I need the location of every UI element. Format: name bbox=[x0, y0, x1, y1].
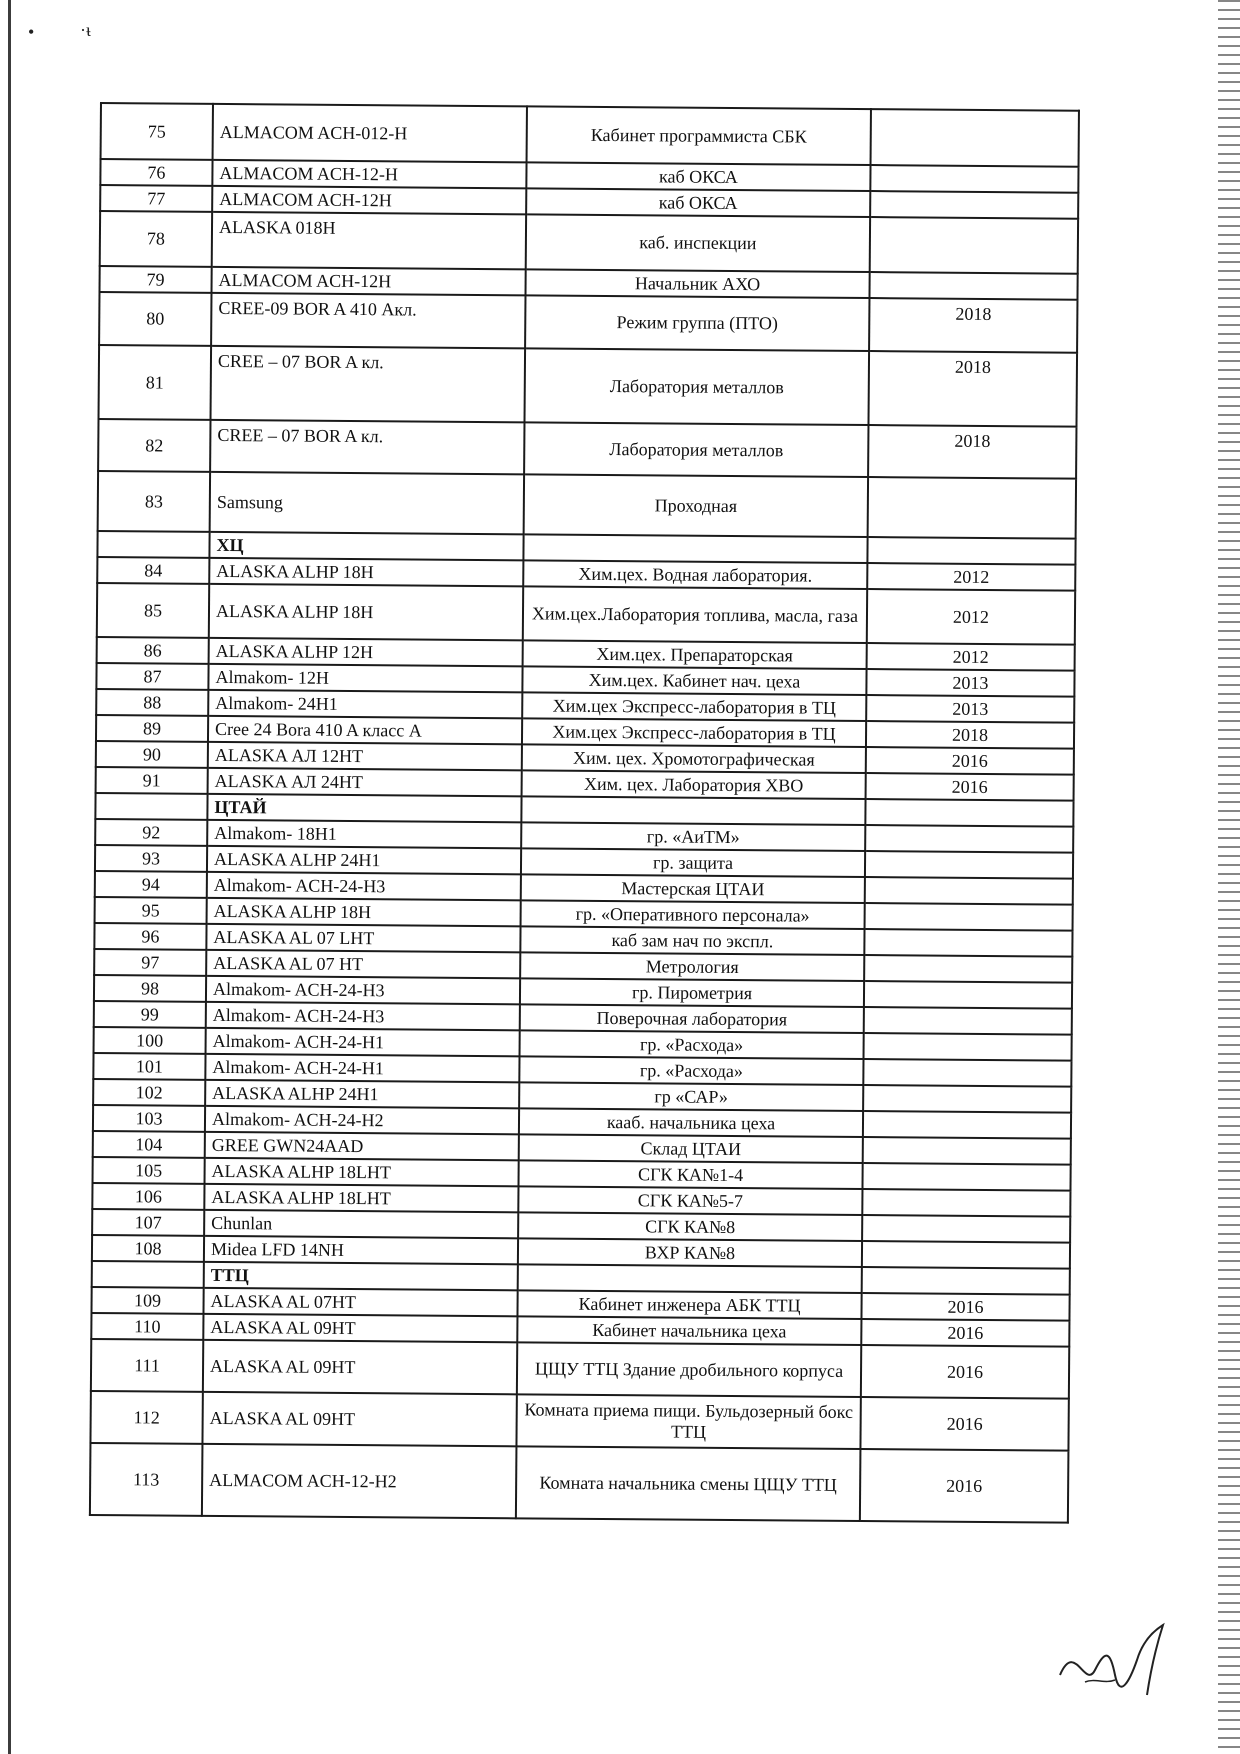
row-number-cell: 83 bbox=[98, 471, 210, 532]
location-cell: ВХР КА№8 bbox=[518, 1238, 862, 1267]
model-cell: CREE – 07 BOR A кл. bbox=[210, 420, 524, 474]
row-number-cell: 87 bbox=[96, 663, 208, 690]
row-number-cell: 112 bbox=[90, 1391, 202, 1444]
model-cell: GREE GWN24AAD bbox=[205, 1132, 519, 1160]
year-cell bbox=[865, 877, 1073, 905]
model-cell: CREE – 07 BOR A кл. bbox=[211, 346, 526, 422]
table-row bbox=[97, 583, 1075, 645]
location-cell: Комната начальника смены ЦЩУ ТТЦ bbox=[516, 1446, 861, 1521]
year-cell: 2018 bbox=[868, 425, 1076, 479]
location-cell: гр. «Расхода» bbox=[519, 1056, 863, 1085]
model-cell: Almakom- ACH-24-H1 bbox=[206, 1028, 520, 1056]
location-cell: ЦЩУ ТТЦ Здание дробильного корпуса bbox=[517, 1342, 861, 1397]
model-cell: ALASKA AL 09HT bbox=[203, 1314, 517, 1342]
year-cell bbox=[864, 929, 1072, 957]
year-cell: 2016 bbox=[861, 1319, 1069, 1347]
year-cell: 2013 bbox=[866, 695, 1074, 723]
year-cell: 2016 bbox=[866, 773, 1074, 801]
model-cell: Cree 24 Bora 410 A класс A bbox=[208, 716, 522, 744]
row-number-cell bbox=[97, 531, 209, 558]
year-cell: 2016 bbox=[861, 1293, 1069, 1321]
row-number-cell: 107 bbox=[92, 1209, 204, 1236]
model-cell: ALASKA ALHP 18H bbox=[209, 558, 523, 586]
row-number-cell: 98 bbox=[94, 975, 206, 1002]
row-number-cell: 80 bbox=[99, 292, 211, 346]
location-cell: каб зам нач по экспл. bbox=[520, 926, 864, 955]
row-number-cell: 95 bbox=[95, 897, 207, 924]
table-row bbox=[101, 103, 1079, 167]
row-number-cell: 91 bbox=[96, 767, 208, 794]
table-row bbox=[90, 1443, 1069, 1523]
year-cell: 2018 bbox=[866, 721, 1074, 749]
model-cell: ALASKA AL 09HT bbox=[202, 1392, 516, 1446]
row-number-cell: 96 bbox=[94, 923, 206, 950]
equipment-table-body bbox=[90, 103, 1079, 1523]
model-cell: ALASKA АЛ 24HT bbox=[208, 768, 522, 796]
model-cell: ALASKA AL 07 LHT bbox=[206, 924, 520, 952]
year-cell bbox=[862, 1267, 1070, 1295]
model-cell: ALMACOM ACH-12-H2 bbox=[202, 1444, 517, 1518]
model-cell: Almakom- ACH-24-H3 bbox=[207, 872, 521, 900]
row-number-cell: 85 bbox=[97, 583, 209, 638]
year-cell: 2016 bbox=[860, 1449, 1069, 1523]
model-cell: Midea LFD 14NH bbox=[204, 1236, 518, 1264]
location-cell: кааб. начальника цеха bbox=[519, 1108, 863, 1137]
location-cell: Начальник АХО bbox=[525, 269, 869, 298]
location-cell: гр «САР» bbox=[519, 1082, 863, 1111]
model-cell: ALASKA 018H bbox=[212, 212, 526, 269]
location-cell: каб ОКСА bbox=[526, 162, 870, 191]
location-cell: Лаборатория металлов bbox=[524, 348, 869, 425]
location-cell: Комната приема пищи. Бульдозерный бокс ТТЦ bbox=[516, 1394, 860, 1449]
location-cell: Кабинет программиста СБК bbox=[527, 106, 871, 165]
row-number-cell: 99 bbox=[94, 1001, 206, 1028]
year-cell: 2016 bbox=[866, 747, 1074, 775]
year-cell bbox=[864, 981, 1072, 1009]
model-cell: ALASKA ALHP 12H bbox=[209, 638, 523, 666]
row-number-cell: 108 bbox=[92, 1235, 204, 1262]
model-cell: ТТЦ bbox=[204, 1262, 518, 1290]
location-cell: каб ОКСА bbox=[526, 188, 870, 217]
table-row bbox=[90, 1391, 1068, 1451]
scan-edge-left bbox=[8, 0, 11, 1754]
scan-edge-right bbox=[1218, 0, 1240, 1754]
model-cell: Almakom- 24H1 bbox=[208, 690, 522, 718]
year-cell bbox=[871, 109, 1079, 167]
model-cell: Almakom- ACH-24-H3 bbox=[206, 1002, 520, 1030]
year-cell bbox=[862, 1189, 1070, 1217]
year-cell: 2012 bbox=[867, 643, 1075, 671]
row-number-cell bbox=[92, 1261, 204, 1288]
location-cell: Метрология bbox=[520, 952, 864, 981]
year-cell bbox=[869, 272, 1077, 300]
table-row bbox=[100, 211, 1078, 274]
model-cell: Almakom- 18H1 bbox=[207, 820, 521, 848]
year-cell: 2016 bbox=[860, 1397, 1068, 1451]
row-number-cell: 109 bbox=[91, 1287, 203, 1314]
model-cell: ХЦ bbox=[209, 532, 523, 560]
row-number-cell: 90 bbox=[96, 741, 208, 768]
year-cell: 2016 bbox=[861, 1345, 1069, 1399]
location-cell: Хим. цех. Хромотографическая bbox=[522, 744, 866, 773]
table-row bbox=[99, 345, 1078, 427]
row-number-cell: 78 bbox=[100, 211, 212, 267]
model-cell: Almakom- ACH-24-H1 bbox=[205, 1054, 519, 1082]
row-number-cell: 103 bbox=[93, 1105, 205, 1132]
row-number-cell: 106 bbox=[92, 1183, 204, 1210]
model-cell: ALASKA AL 07 HT bbox=[206, 950, 520, 978]
location-cell: гр. «Оперативного персонала» bbox=[521, 900, 865, 929]
row-number-cell: 88 bbox=[96, 689, 208, 716]
location-cell bbox=[518, 1264, 862, 1293]
location-cell: Хим.цех.Лаборатория топлива, масла, газа bbox=[523, 586, 867, 643]
location-cell: Поверочная лаборатория bbox=[520, 1004, 864, 1033]
row-number-cell: 86 bbox=[97, 637, 209, 664]
model-cell: Samsung bbox=[210, 472, 524, 534]
year-cell bbox=[870, 165, 1078, 193]
location-cell: Кабинет начальника цеха bbox=[517, 1316, 861, 1345]
year-cell bbox=[864, 1007, 1072, 1035]
year-cell bbox=[865, 799, 1073, 827]
year-cell bbox=[864, 955, 1072, 983]
model-cell: ALASKA ALHP 24H1 bbox=[205, 1080, 519, 1108]
model-cell: ALASKA ALHP 18H bbox=[209, 584, 523, 640]
row-number-cell: 101 bbox=[93, 1053, 205, 1080]
model-cell: ALASKA AL 09HT bbox=[203, 1340, 517, 1394]
year-cell bbox=[863, 1085, 1071, 1113]
row-number-cell: 89 bbox=[96, 715, 208, 742]
row-number-cell: 111 bbox=[91, 1339, 203, 1392]
year-cell bbox=[870, 217, 1078, 274]
year-cell bbox=[867, 537, 1075, 565]
model-cell: ALMACOM ACH-12H bbox=[212, 267, 526, 295]
location-cell: Режим группа (ПТО) bbox=[525, 295, 869, 351]
model-cell: ALASKA ALHP 18LHT bbox=[205, 1158, 519, 1186]
year-cell: 2012 bbox=[867, 589, 1075, 645]
model-cell: ALASKA ALHP 18LHT bbox=[204, 1184, 518, 1212]
row-number-cell: 93 bbox=[95, 845, 207, 872]
year-cell bbox=[863, 1137, 1071, 1165]
model-cell: Almakom- 12H bbox=[208, 664, 522, 692]
year-cell bbox=[864, 1033, 1072, 1061]
year-cell bbox=[862, 1163, 1070, 1191]
row-number-cell: 104 bbox=[93, 1131, 205, 1158]
location-cell: гр. «Расхода» bbox=[520, 1030, 864, 1059]
table-row bbox=[98, 471, 1076, 539]
model-cell: Almakom- ACH-24-H3 bbox=[206, 976, 520, 1004]
year-cell bbox=[863, 1059, 1071, 1087]
year-cell: 2012 bbox=[867, 563, 1075, 591]
model-cell: ALASKA AL 07HT bbox=[203, 1288, 517, 1316]
row-number-cell: 81 bbox=[99, 345, 212, 420]
location-cell: Проходная bbox=[524, 474, 868, 537]
row-number-cell: 100 bbox=[94, 1027, 206, 1054]
model-cell: ALASKA ALHP 24H1 bbox=[207, 846, 521, 874]
row-number-cell: 76 bbox=[100, 159, 212, 186]
year-cell: 2018 bbox=[868, 351, 1077, 427]
year-cell bbox=[868, 477, 1076, 539]
row-number-cell: 82 bbox=[98, 419, 210, 472]
model-cell: ALMACOM ACH-012-H bbox=[213, 104, 527, 162]
year-cell bbox=[865, 825, 1073, 853]
year-cell bbox=[863, 1111, 1071, 1139]
location-cell bbox=[523, 534, 867, 563]
row-number-cell: 105 bbox=[93, 1157, 205, 1184]
table-row bbox=[99, 292, 1077, 353]
row-number-cell: 102 bbox=[93, 1079, 205, 1106]
location-cell: Хим. цех. Лаборатория ХВО bbox=[522, 770, 866, 799]
row-number-cell: 84 bbox=[97, 557, 209, 584]
scan-speck: • bbox=[28, 22, 35, 42]
table-row bbox=[98, 419, 1076, 479]
handwritten-signature bbox=[1055, 1620, 1175, 1700]
model-cell: ALASKA ALHP 18H bbox=[207, 898, 521, 926]
year-cell: 2013 bbox=[866, 669, 1074, 697]
location-cell: гр. «АиТМ» bbox=[521, 822, 865, 851]
row-number-cell: 79 bbox=[100, 266, 212, 293]
model-cell: ALASKA АЛ 12HT bbox=[208, 742, 522, 770]
model-cell: Almakom- ACH-24-H2 bbox=[205, 1106, 519, 1134]
location-cell: СГК КА№5-7 bbox=[518, 1186, 862, 1215]
location-cell: Хим.цех Экспресс-лаборатория в ТЦ bbox=[522, 692, 866, 721]
year-cell bbox=[862, 1241, 1070, 1269]
row-number-cell: 113 bbox=[90, 1443, 203, 1516]
model-cell: ALMACOM ACH-12H bbox=[212, 186, 526, 214]
year-cell bbox=[865, 851, 1073, 879]
location-cell: Хим.цех. Кабинет нач. цеха bbox=[522, 666, 866, 695]
row-number-cell: 77 bbox=[100, 185, 212, 212]
year-cell: 2018 bbox=[869, 298, 1077, 353]
location-cell: Хим.цех Экспресс-лаборатория в ТЦ bbox=[522, 718, 866, 747]
location-cell: Кабинет инженера АБК ТТЦ bbox=[517, 1290, 861, 1319]
equipment-table bbox=[89, 102, 1080, 1524]
location-cell: Мастерская ЦТАИ bbox=[521, 874, 865, 903]
row-number-cell: 92 bbox=[95, 819, 207, 846]
table-row bbox=[91, 1339, 1069, 1399]
location-cell: Склад ЦТАИ bbox=[519, 1134, 863, 1163]
location-cell: каб. инспекции bbox=[526, 214, 870, 272]
model-cell: CREE-09 BOR A 410 Акл. bbox=[211, 293, 525, 348]
row-number-cell: 97 bbox=[94, 949, 206, 976]
location-cell: Хим.цех. Препараторская bbox=[523, 640, 867, 669]
location-cell: Хим.цех. Водная лаборатория. bbox=[523, 560, 867, 589]
location-cell: гр. Пирометрия bbox=[520, 978, 864, 1007]
year-cell bbox=[865, 903, 1073, 931]
location-cell: Лаборатория металлов bbox=[524, 422, 868, 477]
location-cell: СГК КА№1-4 bbox=[518, 1160, 862, 1189]
row-number-cell: 94 bbox=[95, 871, 207, 898]
model-cell: ALMACOM ACH-12-H bbox=[212, 160, 526, 188]
scan-speck: ·ᵼ bbox=[80, 20, 91, 40]
year-cell bbox=[870, 191, 1078, 219]
model-cell: Chunlan bbox=[204, 1210, 518, 1238]
year-cell bbox=[862, 1215, 1070, 1243]
model-cell: ЦТАЙ bbox=[207, 794, 521, 822]
row-number-cell bbox=[95, 793, 207, 820]
location-cell: СГК КА№8 bbox=[518, 1212, 862, 1241]
location-cell bbox=[521, 796, 865, 825]
row-number-cell: 110 bbox=[91, 1313, 203, 1340]
location-cell: гр. защита bbox=[521, 848, 865, 877]
row-number-cell: 75 bbox=[101, 103, 213, 160]
